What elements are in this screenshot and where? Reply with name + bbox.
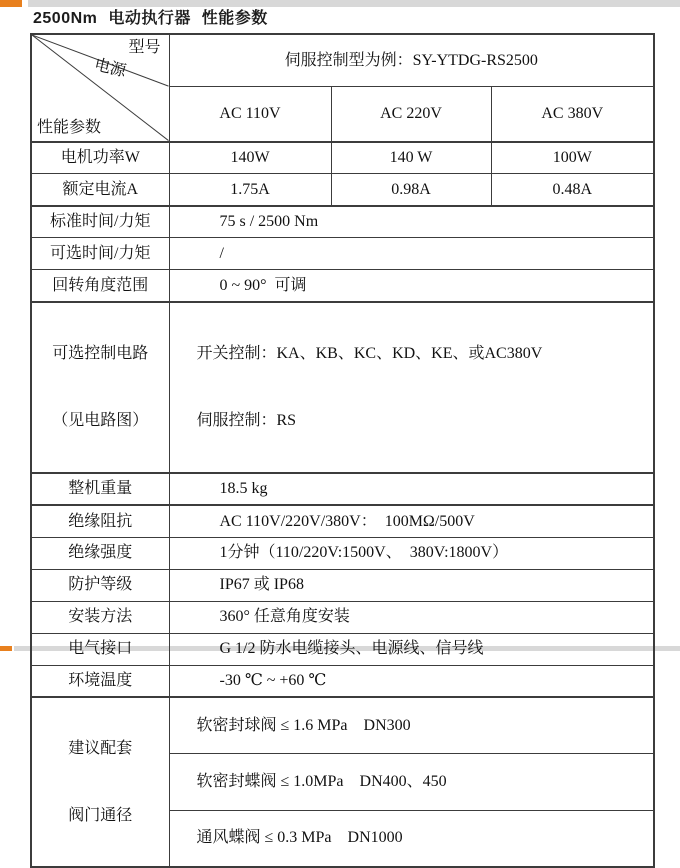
value-cell: 通风蝶阀 ≤ 0.3 MPa DN1000 bbox=[169, 810, 654, 867]
value-cell bbox=[169, 302, 654, 474]
value-cell: IP67 或 IP68 bbox=[169, 569, 654, 601]
bottom-accent-orange-bar bbox=[0, 646, 12, 651]
row-rotation-angle bbox=[31, 270, 654, 302]
value-cell: 0.48A bbox=[491, 174, 654, 206]
value-cell: 软密封蝶阀 ≤ 1.0MPa DN400、450 bbox=[169, 754, 654, 811]
row-label-line1: 可选控制电路 bbox=[52, 344, 149, 362]
row-label: 额定电流A bbox=[31, 174, 169, 206]
row-label: 电机功率W bbox=[31, 142, 169, 174]
page-title: 2500Nm 电动执行器 性能参数 bbox=[33, 10, 268, 27]
row-label bbox=[31, 302, 169, 474]
row-label: 回转角度范围 bbox=[31, 270, 169, 302]
value-cell: 140W bbox=[169, 142, 331, 174]
power-header-cell: AC 380V bbox=[491, 86, 654, 141]
row-control-circuit bbox=[31, 302, 654, 474]
corner-label-parameters: 性能参数 bbox=[37, 118, 102, 136]
value-cell: -30 ℃ ~ +60 ℃ bbox=[169, 665, 654, 697]
row-insulation-resistance bbox=[31, 505, 654, 537]
value-cell: 1.75A bbox=[169, 174, 331, 206]
row-weight bbox=[31, 473, 654, 505]
value-cell: AC 110V/220V/380V： 100MΩ/500V bbox=[169, 505, 654, 537]
row-label bbox=[31, 697, 169, 867]
row-label: 绝缘阻抗 bbox=[31, 505, 169, 537]
row-motor-power bbox=[31, 142, 654, 174]
header-row-model bbox=[31, 34, 654, 86]
row-label-line2: 阀门通径 bbox=[68, 806, 133, 824]
row-label-line1: 建议配套 bbox=[68, 740, 133, 758]
row-protection-class bbox=[31, 569, 654, 601]
row-insulation-strength bbox=[31, 537, 654, 569]
value-cell: G 1/2 防水电缆接头、电源线、信号线 bbox=[169, 633, 654, 665]
row-label: 整机重量 bbox=[31, 473, 169, 505]
corner-label-model: 型号 bbox=[128, 39, 161, 56]
control-switch-line: 开关控制：KA、KB、KC、KD、KE、或AC380V bbox=[196, 344, 543, 362]
row-valve-ball bbox=[31, 697, 654, 754]
row-label: 安装方法 bbox=[31, 601, 169, 633]
row-rated-current bbox=[31, 174, 654, 206]
row-label: 防护等级 bbox=[31, 569, 169, 601]
row-label: 电气接口 bbox=[31, 633, 169, 665]
row-standard-time-torque bbox=[31, 206, 654, 238]
row-label: 可选时间/力矩 bbox=[31, 238, 169, 270]
row-mounting bbox=[31, 601, 654, 633]
spec-table bbox=[30, 33, 655, 868]
value-cell: 100W bbox=[491, 142, 654, 174]
value-cell: 75 s / 2500 Nm bbox=[169, 206, 654, 238]
power-header-cell: AC 220V bbox=[331, 86, 491, 141]
row-label: 标准时间/力矩 bbox=[31, 206, 169, 238]
corner-label-power: 电源 bbox=[92, 56, 128, 81]
value-cell: 软密封球阀 ≤ 1.6 MPa DN300 bbox=[169, 697, 654, 754]
row-ambient-temperature bbox=[31, 665, 654, 697]
power-header-cell: AC 110V bbox=[169, 86, 331, 141]
top-accent-orange-bar bbox=[0, 0, 22, 7]
value-cell: 0.98A bbox=[331, 174, 491, 206]
value-cell: 18.5 kg bbox=[169, 473, 654, 505]
row-electrical-interface bbox=[31, 633, 654, 665]
row-label-line2: （见电路图） bbox=[52, 411, 149, 429]
control-servo-line: 伺服控制：RS bbox=[196, 411, 297, 429]
value-cell: 360° 任意角度安装 bbox=[169, 601, 654, 633]
value-cell: 140 W bbox=[331, 142, 491, 174]
row-label: 环境温度 bbox=[31, 665, 169, 697]
model-example-cell: 伺服控制型为例：SY-YTDG-RS2500 bbox=[169, 34, 654, 86]
value-cell: / bbox=[169, 238, 654, 270]
value-cell: 1分钟（110/220V:1500V、 380V:1800V） bbox=[169, 537, 654, 569]
row-label: 绝缘强度 bbox=[31, 537, 169, 569]
row-optional-time-torque bbox=[31, 238, 654, 270]
corner-header-cell bbox=[31, 34, 169, 142]
value-cell: 0 ~ 90° 可调 bbox=[169, 270, 654, 302]
